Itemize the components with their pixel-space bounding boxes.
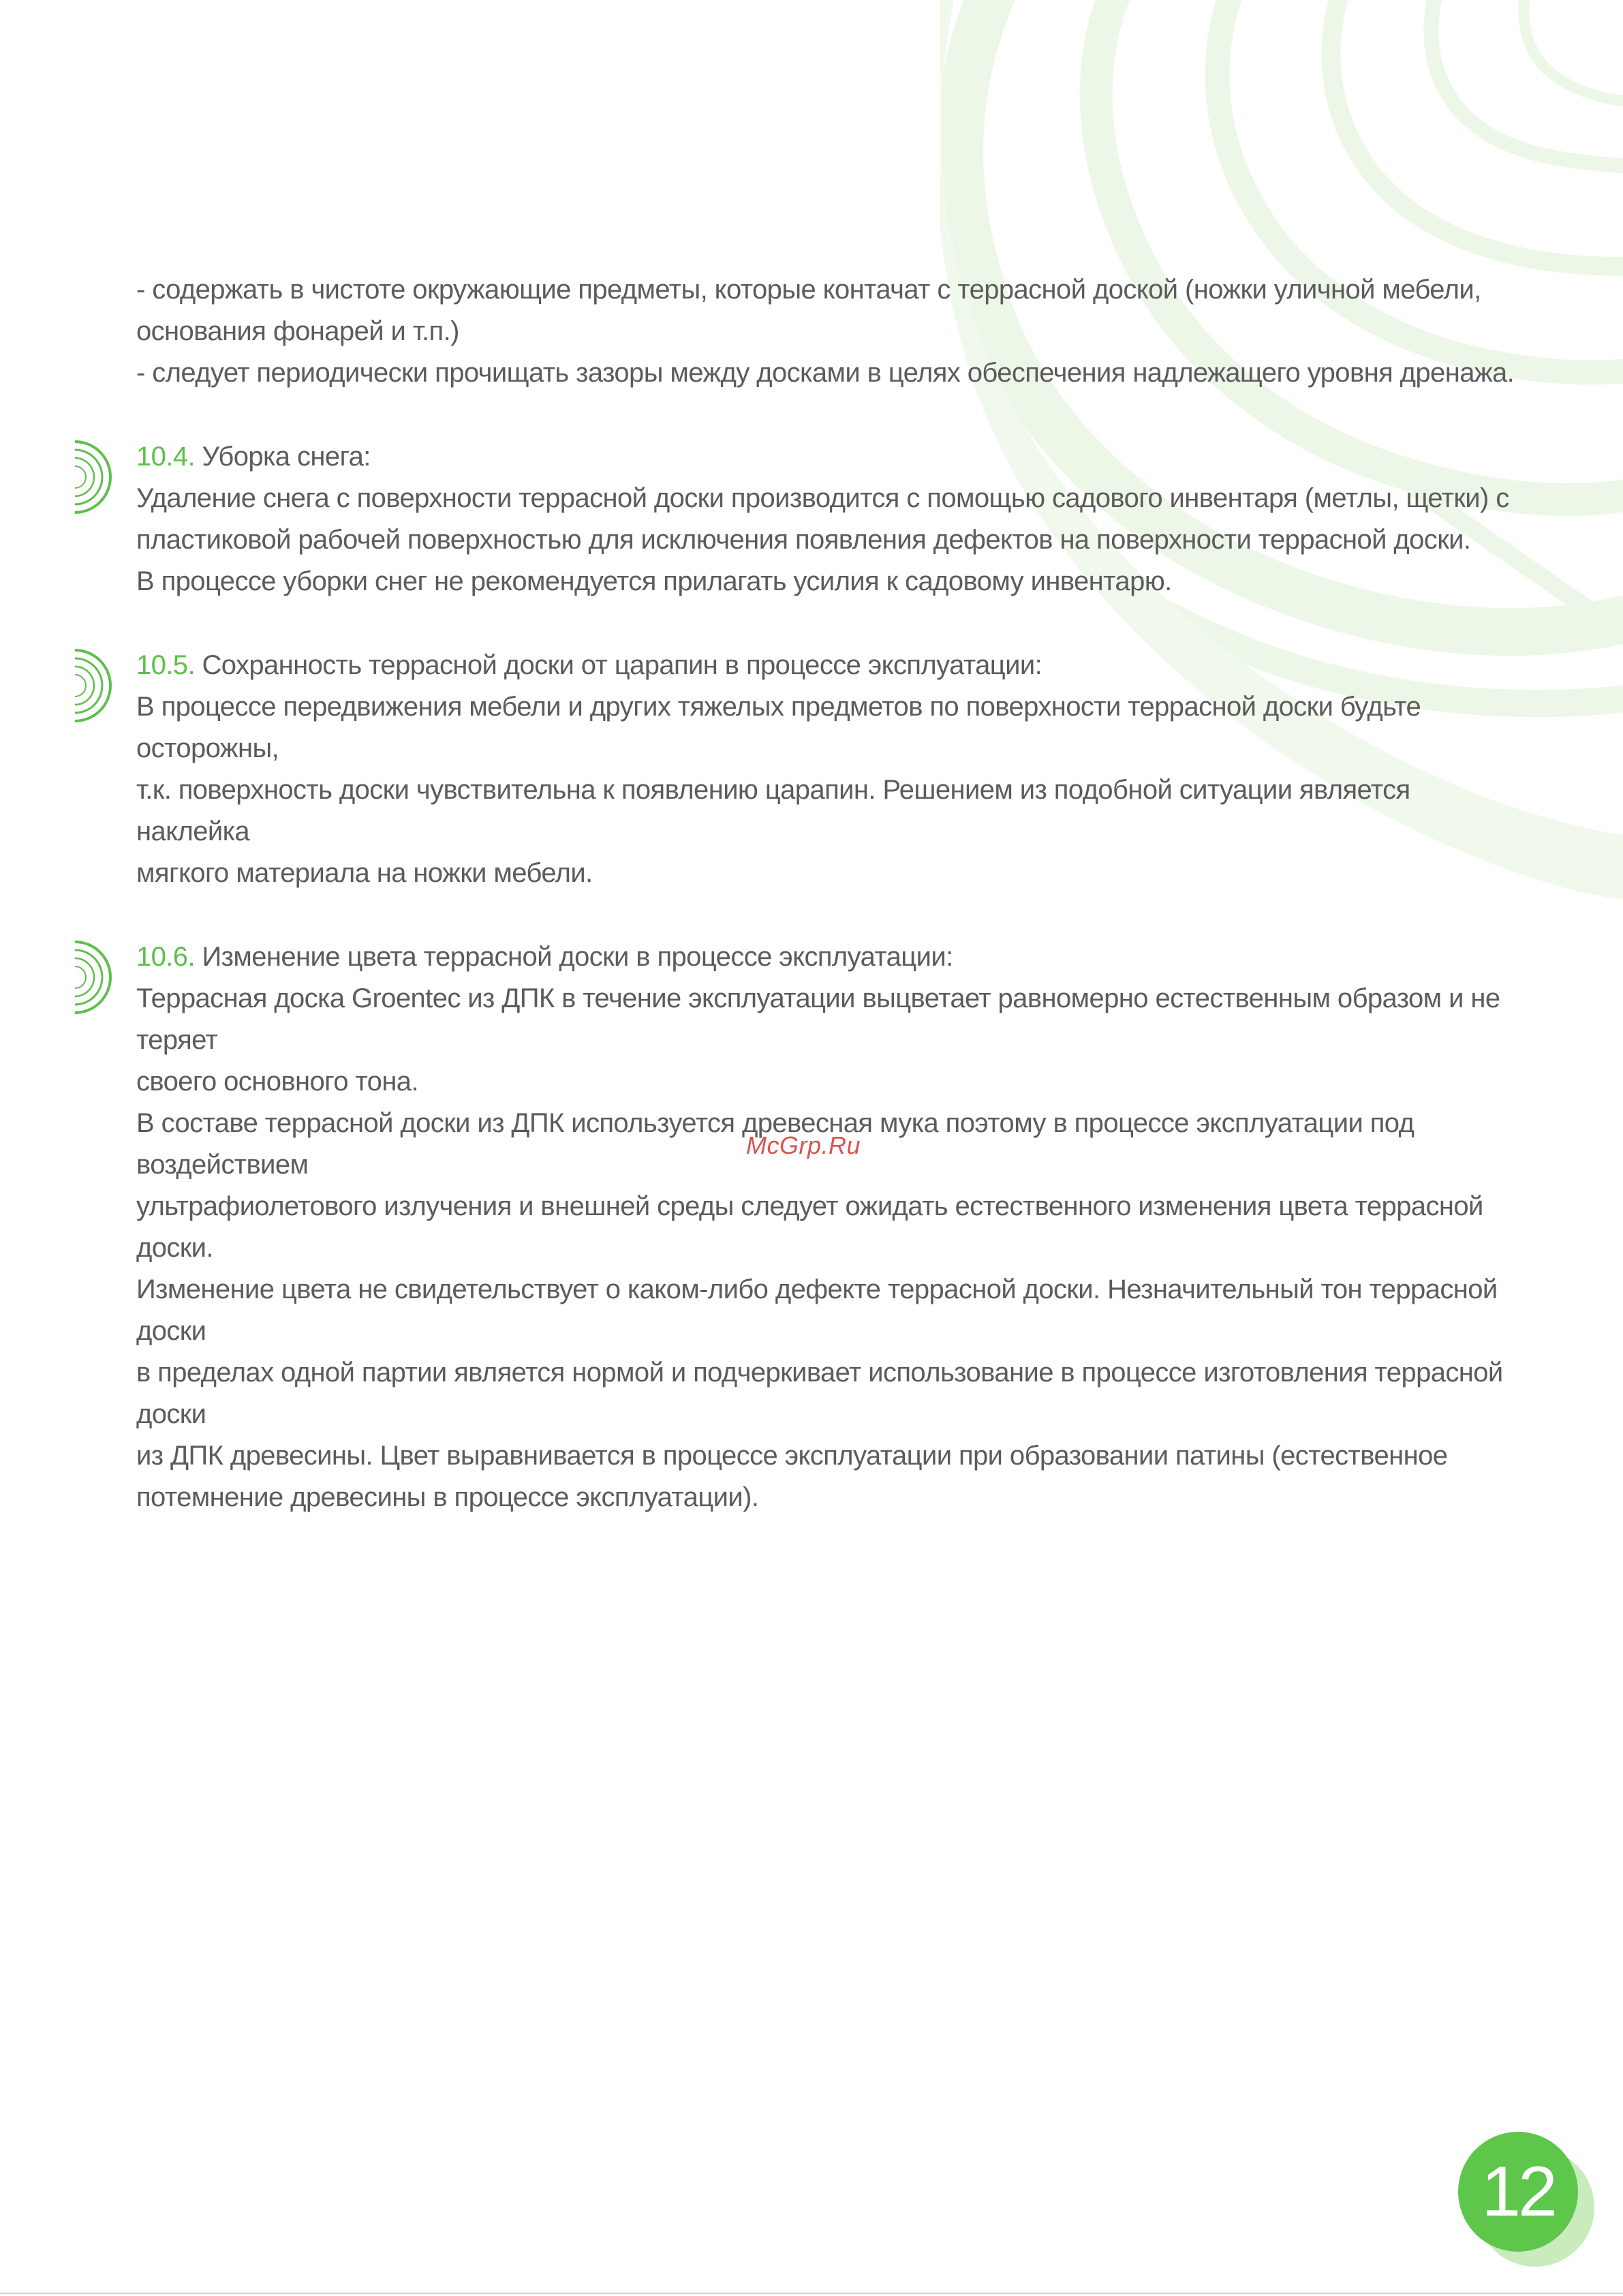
section-number: 10.4. [136, 442, 195, 472]
section-line: из ДПК древесины. Цвет выравнивается в процессе эксплуатации при образовании патины (естественное [136, 1441, 1448, 1471]
section-line: Изменение цвета не свидетельствует о каком-либо дефекте террасной доски. Незначительный тон террасной доски [136, 1274, 1498, 1346]
section-line: В составе террасной доски из ДПК используется древесная мука поэтому в процессе эксплуатации под воздействием [136, 1108, 1415, 1180]
section-line: т.к. поверхность доски чувствительна к появлению царапин. Решением из подобной ситуации является наклейка [136, 775, 1410, 846]
intro-block [136, 269, 1519, 394]
tree-rings-half-icon [75, 649, 112, 722]
page-content [136, 269, 1519, 1518]
section-line: ультрафиолетового излучения и внешней среды следует ожидать естественного изменения цвета террасной доски. [136, 1191, 1483, 1263]
section-line: мягкого материала на ножки мебели. [136, 858, 593, 888]
section-10-4 [136, 436, 1519, 602]
section-heading [136, 936, 1519, 978]
section-title: Уборка снега: [194, 442, 371, 472]
tree-rings-half-icon [75, 440, 112, 514]
section-number: 10.5. [136, 650, 195, 680]
section-title: Сохранность террасной доски от царапин в процессе эксплуатации: [194, 650, 1042, 680]
intro-line: основания фонарей и т.п.) [136, 316, 459, 346]
section-title: Изменение цвета террасной доски в процессе эксплуатации: [194, 942, 953, 972]
section-line: Террасная доска Groentec из ДПК в течение эксплуатации выцветает равномерно естественным образом и не теряет [136, 983, 1500, 1055]
page-bottom-divider [0, 2293, 1623, 2294]
section-number: 10.6. [136, 942, 195, 972]
section-line: в пределах одной партии является нормой и подчеркивает использование в процессе изготовления террасной доски [136, 1358, 1503, 1429]
section-line: Удаление снега с поверхности террасной доски производится с помощью садового инвентаря (метлы, щетки) с [136, 483, 1509, 513]
section-line: В процессе уборки снег не рекомендуется прилагать усилия к садовому инвентарю. [136, 566, 1172, 596]
section-heading [136, 645, 1519, 686]
intro-line: - следует периодически прочищать зазоры между досками в целях обеспечения надлежащего уровня дренажа. [136, 358, 1515, 388]
tree-rings-half-icon [75, 940, 112, 1014]
section-10-5 [136, 645, 1519, 894]
section-heading [136, 436, 1519, 478]
section-10-6 [136, 936, 1519, 1518]
section-line: В процессе передвижения мебели и других тяжелых предметов по поверхности террасной доски будьте осторожны, [136, 692, 1421, 763]
page-number-badge [1458, 2132, 1594, 2268]
section-line: пластиковой рабочей поверхностью для исключения появления дефектов на поверхности террасной доски. [136, 525, 1471, 555]
section-line: потемнение древесины в процессе эксплуатации). [136, 1482, 759, 1512]
section-line: своего основного тона. [136, 1067, 418, 1097]
watermark: McGrp.Ru [746, 1131, 861, 1159]
page-number: 12 [1458, 2132, 1578, 2252]
intro-line: - содержать в чистоте окружающие предметы, которые контачат с террасной доской (ножки уличной мебели, [136, 275, 1481, 305]
